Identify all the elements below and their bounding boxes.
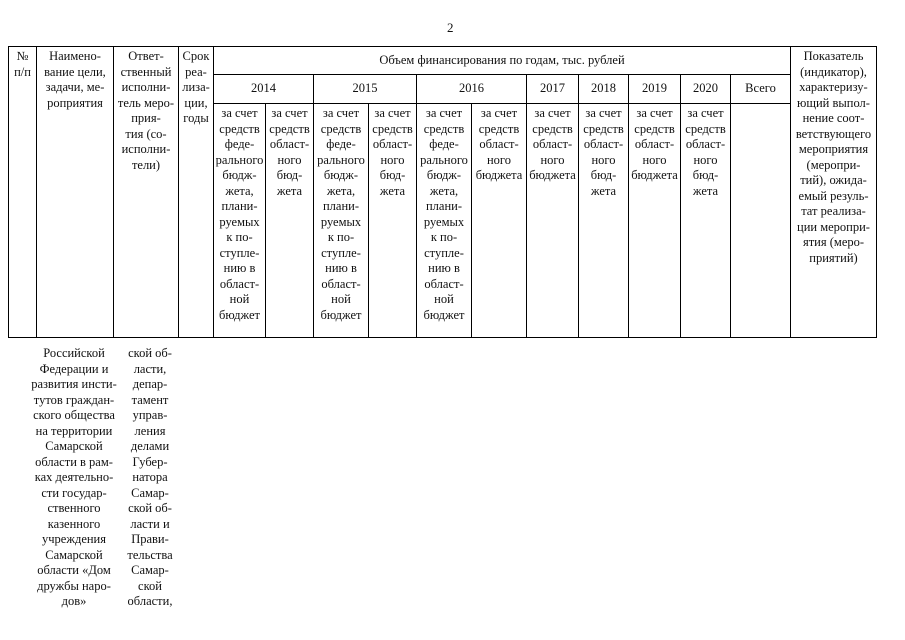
header-line: тат реализа-	[801, 204, 866, 218]
body-line: развития инсти-	[31, 377, 117, 391]
header-line: Наимено-	[49, 49, 101, 63]
funding-line: област-	[219, 276, 260, 291]
funding-line: нию в	[428, 261, 460, 275]
body-line: казенного	[47, 516, 101, 531]
body-line: ласти и	[130, 516, 170, 531]
funding-line: феде-	[326, 137, 356, 151]
header-line: п/п	[14, 64, 31, 79]
funding-line: област-	[269, 137, 310, 151]
funding-line: за счет	[271, 106, 308, 120]
header-line: тель меро-	[117, 95, 175, 110]
header-line: емый резуль-	[798, 188, 869, 203]
funding-line: средств	[685, 121, 726, 136]
funding-line: к по-	[327, 230, 355, 244]
funding-title: Объем финансирования по годам, тыс. рублей	[214, 47, 791, 75]
body-line: Самарской	[45, 547, 103, 562]
body-line: Самарской	[45, 439, 103, 453]
funding-line: феде-	[429, 137, 459, 151]
header-line: лиза-	[182, 80, 210, 94]
table-header	[8, 46, 877, 338]
funding-line: жета,	[429, 183, 459, 198]
funding-line: рального	[420, 152, 468, 167]
funding-line: ного	[380, 152, 405, 167]
year-2017: 2017	[527, 75, 579, 104]
header-line: тели)	[131, 157, 161, 172]
funding-line: бюджета	[631, 168, 678, 182]
header-line: №	[16, 49, 29, 63]
header-line: ственный	[120, 64, 172, 79]
body-line: тамент	[131, 392, 169, 407]
funding-line: средств	[372, 121, 413, 136]
header-line: реа-	[185, 64, 207, 79]
funding-line: нию в	[325, 261, 357, 275]
body-line: делами	[130, 439, 170, 453]
funding-line: ного	[591, 152, 616, 167]
funding-line: бюджета	[475, 168, 523, 182]
activity-name-text	[31, 346, 117, 610]
funding-line: средств	[320, 121, 362, 136]
header-line: ции,	[184, 95, 208, 110]
funding-line: ного	[277, 152, 302, 167]
funding-federal-2016	[417, 104, 472, 338]
year-2018: 2018	[579, 75, 629, 104]
body-line: дружбы наро-	[37, 578, 111, 593]
body-line: Самар-	[131, 485, 169, 500]
funding-line: за счет	[425, 106, 463, 120]
funding-line: средств	[478, 121, 520, 136]
funding-line: област-	[372, 137, 413, 151]
funding-line: средств	[269, 121, 310, 136]
header-line: Показатель	[803, 49, 864, 63]
body-line: Прави-	[131, 532, 169, 546]
funding-regional-2017	[527, 104, 579, 338]
header-line: исполни-	[121, 80, 171, 94]
body-line: учреждения	[41, 532, 106, 546]
funding-line: за счет	[585, 106, 622, 120]
funding-line: за счет	[534, 106, 571, 120]
col-indicator-header	[791, 47, 877, 338]
col-term-header	[179, 47, 214, 338]
funding-line: бюджет	[219, 307, 260, 322]
funding-line: бюдж-	[222, 168, 257, 182]
body-line: области,	[127, 594, 173, 608]
funding-line: средств	[532, 121, 573, 136]
body-line: ской	[138, 578, 162, 593]
funding-line: ного	[486, 152, 511, 167]
col-name-header	[37, 47, 114, 338]
header-line: (меропри-	[806, 157, 861, 172]
funding-line: жета	[692, 183, 719, 198]
funding-line: бюджет	[320, 307, 362, 322]
funding-line: к по-	[226, 230, 253, 244]
funding-line: ного	[642, 152, 667, 167]
body-line: ках деятельно-	[34, 470, 114, 484]
funding-line: за счет	[374, 106, 411, 120]
funding-line: за счет	[322, 106, 360, 120]
body-line: области «Дом	[37, 563, 111, 577]
funding-line: ступле-	[219, 245, 260, 260]
funding-regional-2018	[579, 104, 629, 338]
page-number: 2	[447, 20, 454, 35]
year-2016: 2016	[417, 75, 527, 104]
funding-line: бюдж-	[323, 168, 359, 182]
body-line: дов»	[61, 594, 87, 608]
funding-line: бюд-	[276, 168, 303, 182]
funding-line: за счет	[480, 106, 518, 120]
body-line: Самар-	[131, 563, 169, 577]
funding-line: бюдж-	[426, 168, 462, 182]
funding-line: рального	[317, 152, 365, 167]
body-line: натора	[132, 470, 168, 484]
body-line: Российской	[43, 346, 105, 360]
funding-line: област-	[479, 137, 519, 151]
body-line: области в рам-	[35, 454, 113, 469]
funding-federal-2015	[314, 104, 369, 338]
funding-line: ного	[693, 152, 718, 167]
header-line: исполни-	[121, 142, 171, 156]
body-line: ской об-	[128, 346, 172, 360]
funding-line: жета	[379, 183, 406, 198]
funding-line: за счет	[687, 106, 724, 120]
header-line: прия-	[131, 111, 161, 125]
header-line: ветствующего	[795, 126, 872, 141]
funding-line: плани-	[221, 199, 258, 213]
funding-line: руемых	[219, 214, 260, 229]
header-line: нение соот-	[802, 111, 865, 125]
funding-line: за счет	[636, 106, 673, 120]
header-line: роприятия	[47, 95, 103, 110]
funding-federal-2014	[214, 104, 266, 338]
body-line: ственного	[47, 501, 101, 515]
body-line: ской об-	[128, 501, 172, 515]
header-line: тий), ожида-	[800, 173, 867, 187]
funding-regional-2020	[681, 104, 731, 338]
funding-line: средств	[634, 121, 675, 136]
header-line: тия (со-	[125, 126, 167, 141]
funding-line: бюд-	[692, 168, 719, 182]
funding-line: к по-	[430, 230, 458, 244]
header-line: Ответ-	[128, 49, 164, 63]
body-line: ласти,	[133, 361, 167, 376]
funding-line: жета	[276, 183, 303, 198]
funding-line: бюджета	[529, 168, 576, 182]
funding-line: средств	[583, 121, 624, 136]
header-line: годы	[183, 111, 209, 125]
year-2019: 2019	[629, 75, 681, 104]
funding-line: област-	[532, 137, 573, 151]
funding-regional-2016	[472, 104, 527, 338]
header-line: ющий выпол-	[797, 95, 870, 110]
funding-line: жета	[590, 183, 617, 198]
body-line: сти государ-	[41, 485, 107, 500]
funding-regional-2015	[369, 104, 417, 338]
header-line: ятия (меро-	[802, 235, 865, 249]
funding-line: бюд-	[379, 168, 406, 182]
funding-line: област-	[685, 137, 726, 151]
funding-line: област-	[634, 137, 675, 151]
body-line: ского общества	[33, 408, 115, 422]
total-header: Всего	[731, 75, 791, 104]
funding-line: област-	[424, 276, 464, 291]
funding-line: плани-	[425, 199, 463, 213]
header-line: задачи, ме-	[45, 80, 105, 94]
body-line: тельства	[127, 547, 173, 562]
funding-line: средств	[219, 121, 260, 136]
body-line: депар-	[132, 377, 168, 391]
body-line: Губер-	[132, 454, 168, 469]
funding-line: рального	[215, 152, 264, 167]
header-line: (индикатор),	[800, 64, 867, 79]
header-line: приятий)	[809, 250, 858, 265]
header-line: ции меропри-	[797, 219, 870, 234]
header-line: вание цели,	[44, 64, 106, 79]
year-2014: 2014	[214, 75, 314, 104]
body-line: тутов граждан-	[33, 392, 115, 407]
funding-regional-2019	[629, 104, 681, 338]
funding-line: ного	[540, 152, 565, 167]
col-number-header	[9, 47, 37, 338]
funding-line: ной	[229, 292, 250, 306]
funding-line: плани-	[322, 199, 360, 213]
funding-line: за счет	[221, 106, 258, 120]
year-2020: 2020	[681, 75, 731, 104]
responsible-text	[119, 346, 181, 610]
header-line: Срок	[182, 49, 210, 63]
header-line: характеризу-	[799, 80, 868, 94]
funding-line: ной	[331, 292, 351, 306]
total-cell	[731, 104, 791, 338]
funding-line: област-	[321, 276, 361, 291]
body-line: управ-	[132, 408, 168, 422]
funding-regional-2014	[266, 104, 314, 338]
funding-line: бюд-	[590, 168, 617, 182]
col-responsible-header	[114, 47, 179, 338]
funding-line: област-	[583, 137, 624, 151]
funding-line: средств	[423, 121, 465, 136]
funding-line: ступле-	[321, 245, 361, 260]
body-line: ления	[134, 423, 166, 438]
funding-line: жета,	[326, 183, 356, 198]
funding-line: ной	[434, 292, 454, 306]
header-line: мероприятия	[798, 142, 869, 156]
body-line: на территории	[35, 423, 113, 438]
funding-line: феде-	[224, 137, 255, 151]
funding-line: жета,	[225, 183, 254, 198]
year-2015: 2015	[314, 75, 417, 104]
funding-line: ступле-	[424, 245, 464, 260]
funding-line: бюджет	[423, 307, 465, 322]
funding-line: нию в	[223, 261, 256, 275]
funding-line: руемых	[423, 214, 465, 229]
body-line: Федерации и	[39, 361, 109, 376]
funding-line: руемых	[320, 214, 362, 229]
